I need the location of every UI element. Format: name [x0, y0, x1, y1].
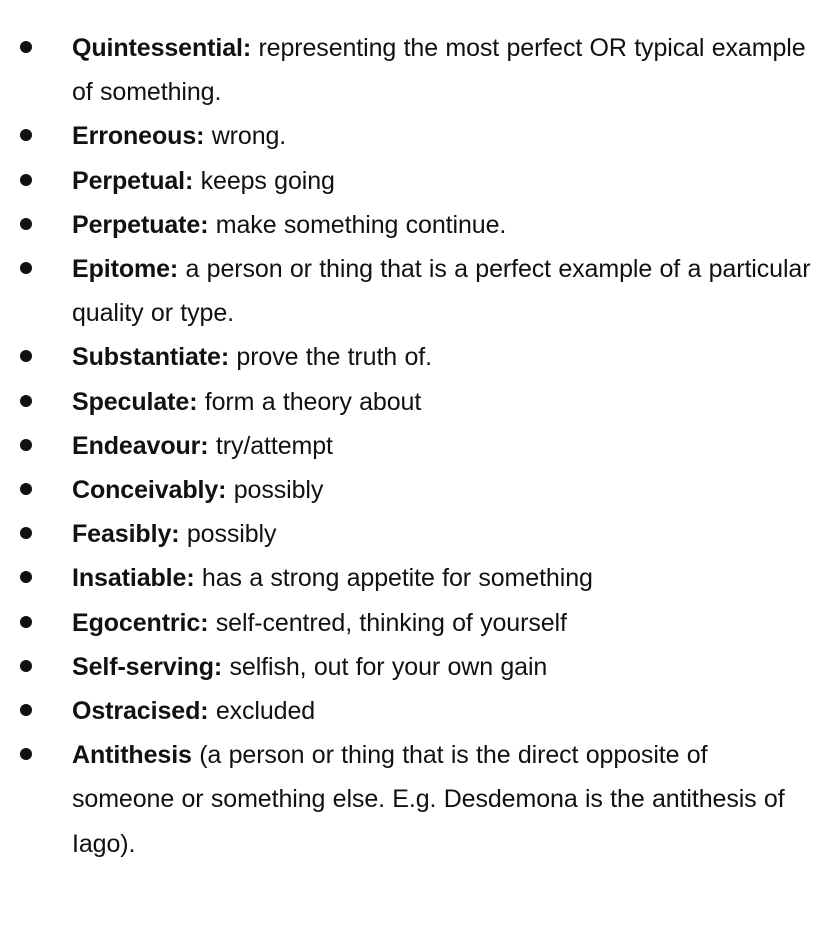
bullet-icon — [20, 395, 32, 407]
vocab-term: Self-serving: — [72, 652, 223, 681]
vocab-term: Egocentric: — [72, 608, 209, 637]
vocabulary-list — [0, 26, 824, 866]
vocab-term: Speculate: — [72, 387, 198, 416]
vocab-term: Epitome: — [72, 255, 179, 284]
vocab-term: Conceivably: — [72, 476, 227, 505]
vocab-definition: excluded — [208, 697, 316, 726]
vocab-definition: possibly — [179, 520, 277, 549]
bullet-icon — [20, 129, 32, 141]
vocab-definition: selfish, out for your own gain — [222, 652, 548, 681]
vocab-term: Substantiate: — [72, 343, 230, 372]
vocab-definition: a person or thing that is a perfect example of a particular quality or type. — [72, 255, 811, 328]
vocab-definition: representing the most perfect OR typical example of something. — [72, 34, 806, 107]
bullet-icon — [20, 262, 32, 274]
bullet-icon — [20, 704, 32, 716]
vocab-definition: possibly — [226, 476, 324, 505]
vocab-term: Quintessential: — [72, 34, 252, 62]
list-item — [0, 424, 824, 468]
list-item — [0, 689, 824, 733]
vocab-term: Feasibly: — [72, 520, 180, 549]
bullet-icon — [20, 174, 32, 186]
list-item — [0, 335, 824, 379]
bullet-icon — [20, 660, 32, 672]
list-item — [0, 556, 824, 600]
bullet-icon — [20, 527, 32, 539]
vocab-definition: self-centred, thinking of yourself — [208, 608, 567, 637]
vocab-definition: try/attempt — [208, 431, 333, 460]
vocab-definition: keeps going — [193, 166, 335, 195]
list-item — [0, 159, 824, 203]
list-item — [0, 645, 824, 689]
bullet-icon — [20, 616, 32, 628]
vocab-term: Erroneous: — [72, 122, 205, 151]
vocab-term: Perpetual: — [72, 166, 194, 195]
vocab-definition: wrong. — [204, 122, 287, 151]
bullet-icon — [20, 350, 32, 362]
vocab-definition: has a strong appetite for something — [194, 564, 593, 593]
list-item — [0, 733, 824, 866]
bullet-icon — [20, 218, 32, 230]
vocab-definition: prove the truth of. — [229, 343, 432, 372]
list-item — [0, 601, 824, 645]
vocab-term: Perpetuate: — [72, 210, 209, 239]
bullet-icon — [20, 41, 32, 53]
vocab-definition: make something continue. — [208, 210, 507, 239]
vocab-term: Endeavour: — [72, 431, 209, 460]
bullet-icon — [20, 439, 32, 451]
vocab-definition: (a person or thing that is the direct opposite of someone or something else. E.g. Desdemona is the antithesis of Iago). — [72, 741, 785, 858]
bullet-icon — [20, 571, 32, 583]
vocab-term: Ostracised: — [72, 697, 209, 726]
bullet-icon — [20, 748, 32, 760]
list-item — [0, 26, 824, 114]
list-item — [0, 203, 824, 247]
bullet-icon — [20, 483, 32, 495]
list-item — [0, 512, 824, 556]
vocab-definition: form a theory about — [197, 387, 422, 416]
vocab-term: Insatiable: — [72, 564, 195, 593]
list-item — [0, 380, 824, 424]
vocab-term: Antithesis — [72, 741, 192, 770]
list-item — [0, 114, 824, 158]
list-item — [0, 247, 824, 335]
list-item — [0, 468, 824, 512]
